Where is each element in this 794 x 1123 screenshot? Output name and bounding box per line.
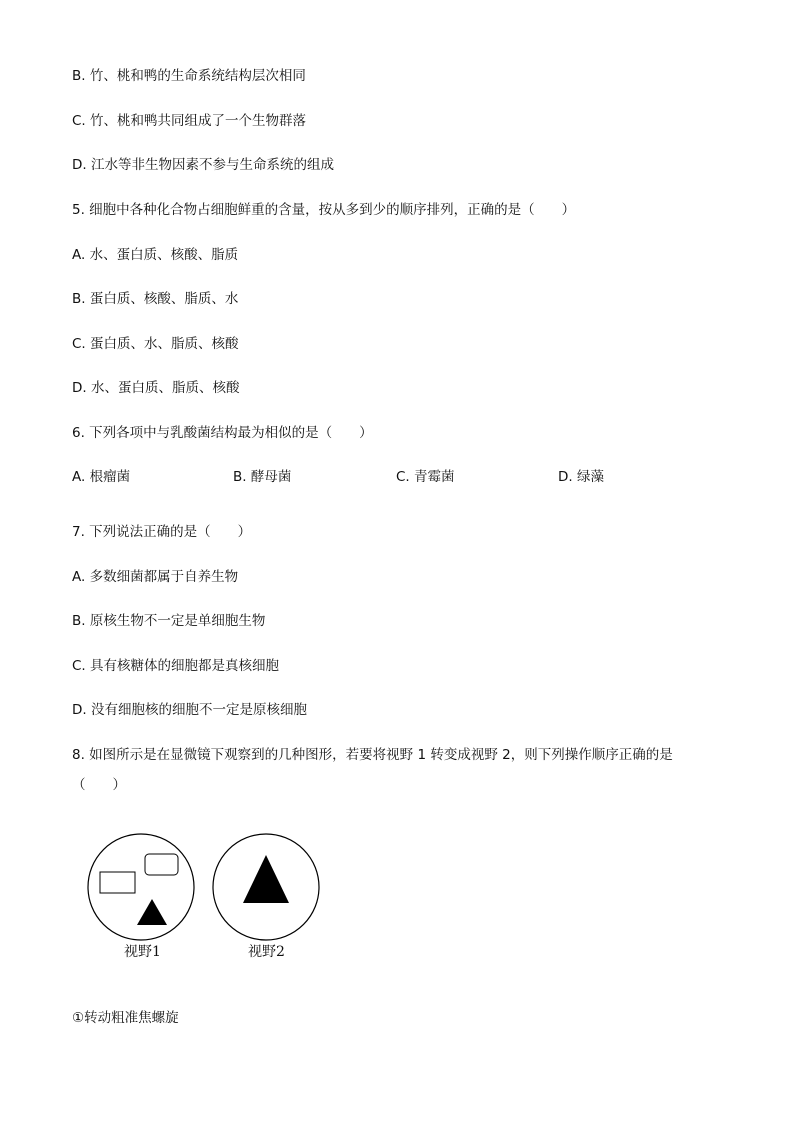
q6-stem: 6. 下列各项中与乳酸菌结构最为相似的是（ ）: [72, 425, 373, 441]
view2-label: 视野2: [248, 944, 285, 960]
view1-rectangle: [100, 872, 135, 893]
view1-triangle: [137, 899, 167, 925]
q6-option-a: A. 根瘤菌: [72, 469, 131, 485]
q8-step-1: ①转动粗准焦螺旋: [72, 1010, 179, 1026]
q6-option-b: B. 酵母菌: [233, 469, 292, 485]
view1-rounded-rectangle: [145, 854, 178, 875]
q5-stem: 5. 细胞中各种化合物占细胞鲜重的含量，按从多到少的顺序排列，正确的是（ ）: [72, 202, 576, 218]
q7-stem: 7. 下列说法正确的是（ ）: [72, 524, 252, 540]
q4-option-d: D. 江水等非生物因素不参与生命系统的组成: [72, 157, 334, 173]
q5-option-d: D. 水、蛋白质、脂质、核酸: [72, 380, 240, 396]
q6-option-c: C. 青霉菌: [396, 469, 455, 485]
q7-option-c: C. 具有核糖体的细胞都是真核细胞: [72, 658, 280, 674]
q5-option-b: B. 蛋白质、核酸、脂质、水: [72, 291, 239, 307]
q5-option-a: A. 水、蛋白质、核酸、脂质: [72, 247, 239, 263]
q8-stem-line2: （ ）: [72, 777, 126, 793]
microscope-views-diagram: [86, 832, 326, 942]
q7-option-b: B. 原核生物不一定是单细胞生物: [72, 613, 266, 629]
q4-option-c: C. 竹、桃和鸭共同组成了一个生物群落: [72, 113, 307, 129]
view2-triangle: [243, 855, 289, 903]
q8-stem-line1: 8. 如图所示是在显微镜下观察到的几种图形，若要将视野 1 转变成视野 2，则下列操作顺序正确的是: [72, 747, 673, 763]
q5-option-c: C. 蛋白质、水、脂质、核酸: [72, 336, 239, 352]
view1-label: 视野1: [124, 944, 161, 960]
q7-option-a: A. 多数细菌都属于自养生物: [72, 569, 239, 585]
microscope-figure: [86, 832, 326, 972]
q6-option-d: D. 绿藻: [558, 469, 604, 485]
q4-option-b: B. 竹、桃和鸭的生命系统结构层次相同: [72, 68, 306, 84]
q7-option-d: D. 没有细胞核的细胞不一定是原核细胞: [72, 702, 307, 718]
